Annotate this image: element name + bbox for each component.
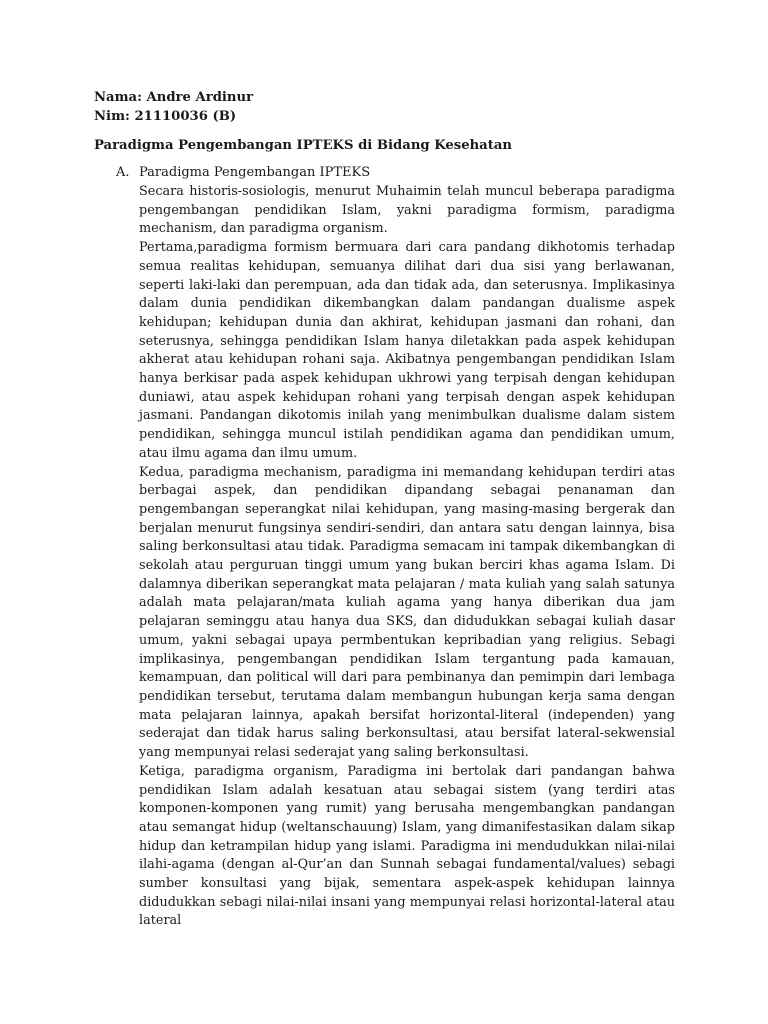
paragraph-ketiga: Ketiga, paradigma organism, Paradigma ini bertolak dari pandangan bahwa pendidikan Islam adalah kesatuan atau sebagai sistem (yang terdiri atas komponen-komponen yang rumit) yang berusaha mengembangkan pandangan atau semangat hidup (weltanschauung) Islam, yang dimanifestasikan dalam sikap hidup dan ketrampilan hidup yang islami. Paradigma ini mendudukkan nilai-nilai ilahi-agama (dengan al-Qur’an dan Sunnah sebagai fundamental/values) sebagi sumber konsultasi yang bijak, sementara aspek-aspek kehidupan lainnya didudukkan sebagi nilai-nilai insani yang mempunyai relasi horizontal-lateral atau lateral (139, 763, 675, 929)
student-name: Nama: Andre Ardinur (94, 90, 254, 105)
document-title: Paradigma Pengembangan IPTEKS di Bidang Kesehatan (94, 138, 512, 153)
student-id: Nim: 21110036 (B) (94, 109, 237, 124)
section-body (139, 183, 675, 931)
paragraph-pertama: Pertama,paradigma formism bermuara dari cara pandang dikhotomis terhadap semua realitas kehidupan, semuanya dilihat dari dua sisi yang berlawanan, seperti laki-laki dan perempuan, ada dan tidak ada, dan seterusnya. Implikasinya dalam dunia pendidikan dikembangkan dalam pandangan dualisme aspek kehidupan; kehidupan dunia dan akhirat, kehidupan jasmani dan rohani, dan seterusnya, sehingga pendidikan Islam hanya diletakkan pada aspek kehidupan akherat atau kehidupan rohani saja. Akibatnya pengembangan pendidikan Islam hanya berkisar pada aspek kehidupan ukhrowi yang terpisah dengan kehidupan duniawi, atau aspek kehidupan rohani yang terpisah dengan aspek kehidupan jasmani. Pandangan dikotomis inilah yang menimbulkan dualisme dalam sistem pendidikan, sehingga muncul istilah pendidikan agama dan pendidikan umum, atau ilmu agama dan ilmu umum. (139, 240, 675, 461)
paragraph-intro: Secara historis-sosiologis, menurut Muhaimin telah muncul beberapa paradigma pengembangan pendidikan Islam, yakni paradigma formism, paradigma mechanism, dan paradigma organism. (139, 184, 675, 237)
section-marker: A. (116, 165, 130, 180)
paragraph-kedua: Kedua, paradigma mechanism, paradigma ini memandang kehidupan terdiri atas berbagai aspek, dan pendidikan dipandang sebagai penanaman dan pengembangan seperangkat nilai kehidupan, yang masing-masing bergerak dan berjalan menurut fungsinya sendiri-sendiri, dan antara satu dengan lainnya, bisa saling berkonsultasi atau tidak. Paradigma semacam ini tampak dikembangkan di sekolah atau perguruan tinggi umum yang bukan berciri khas agama Islam. Di dalamnya diberikan seperangkat mata pelajaran / mata kuliah yang salah satunya adalah mata pelajaran/mata kuliah agama yang hanya diberikan dua jam pelajaran seminggu atau hanya dua SKS, dan didudukkan sebagai kuliah dasar umum, yakni sebagai upaya permbentukan kepribadian yang religius. Sebagi implikasinya, pengembangan pendidikan Islam tergantung pada kamauan, kemampuan, dan political will dari para pembinanya dan pemimpin dari lembaga pendidikan tersebut, terutama dalam membangun hubungan kerja sama dengan mata pelajaran lainnya, apakah bersifat horizontal-literal (independen) yang sederajat dan tidak harus saling berkonsultasi, atau bersifat lateral-sekwensial yang mempunyai relasi sederajat yang saling berkonsultasi. (139, 464, 675, 761)
section-title: Paradigma Pengembangan IPTEKS (139, 165, 371, 180)
